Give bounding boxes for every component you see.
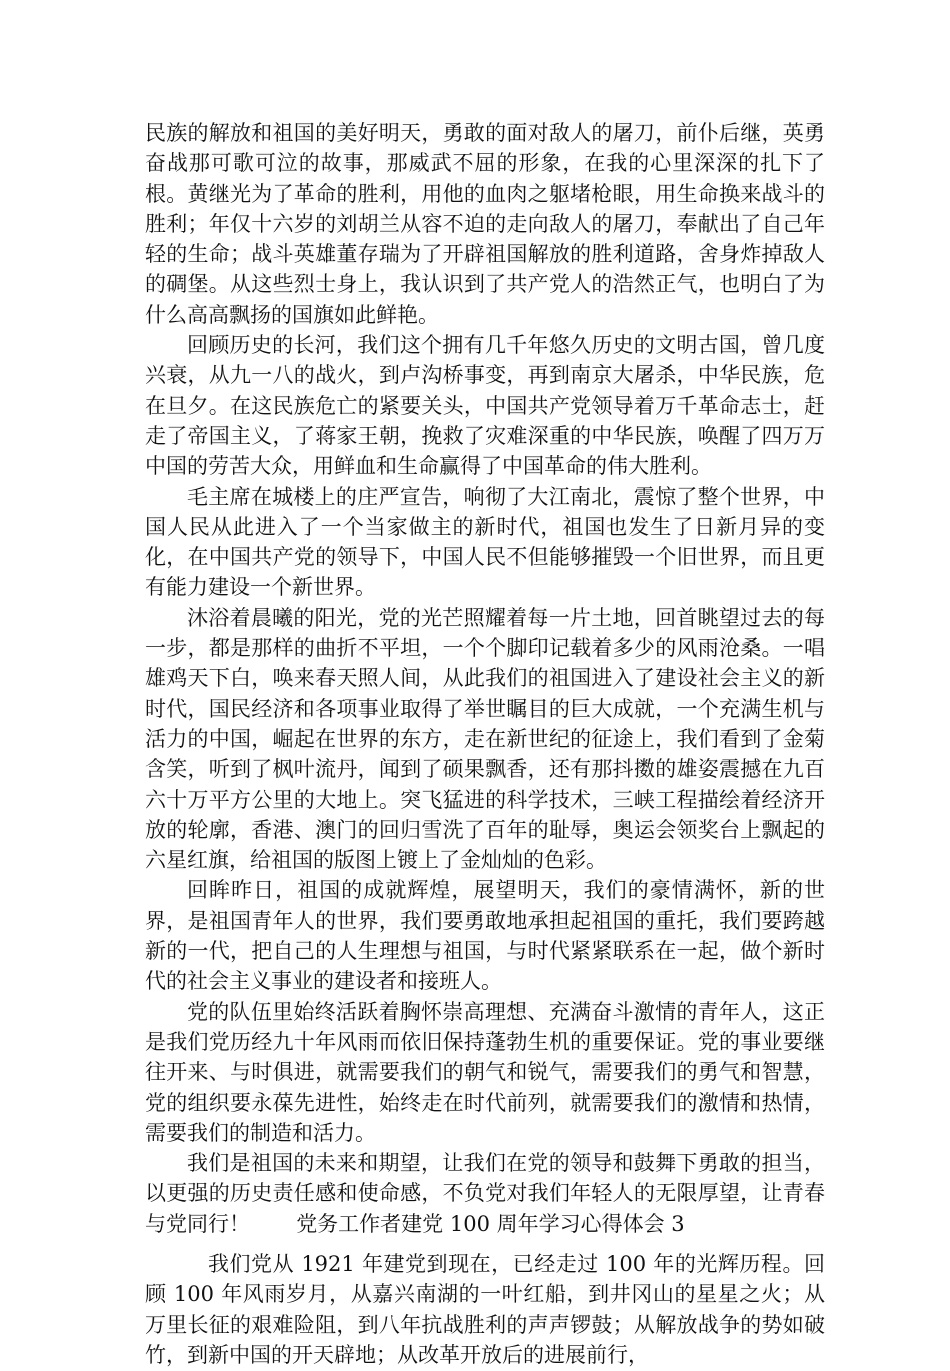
paragraph-5: 回眸昨日，祖国的成就辉煌，展望明天，我们的豪情满怀，新的世界，是祖国青年人的世界，我们要勇敢地承担起祖国的重托，我们要跨越新的一代，把自己的人生理想与祖国，与时代紧紧联系在一起，做个新时代的社会主义事业的建设者和接班人。 (145, 878, 825, 994)
paragraph-8: 我们党从 1921 年建党到现在，已经走过 100 年的光辉历程。回顾 100 年风雨岁月，从嘉兴南湖的一叶红船，到井冈山的星星之火；从万里长征的艰难险阻，到八年抗战胜利的声声锣鼓；从解放战争的势如破竹，到新中国的开天辟地；从改革开放后的进展前行， (145, 1251, 825, 1368)
document-body (145, 118, 825, 1371)
essay-3-text (145, 1249, 825, 1371)
paragraph-3: 毛主席在城楼上的庄严宣告，响彻了大江南北，震惊了整个世界，中国人民从此进入了一个当家做主的新时代，祖国也发生了日新月异的变化，在中国共产党的领导下，中国人民不但能够摧毁一个旧世界，而且更有能力建设一个新世界。 (145, 484, 825, 600)
paragraph-7-text: 我们是祖国的未来和期望，让我们在党的领导和鼓舞下勇敢的担当，以更强的历史责任感和使命感，不负党对我们年轻人的无限厚望，让青春与党同行！ (145, 1151, 825, 1236)
paragraph-7 (145, 1148, 825, 1239)
paragraph-2: 回顾历史的长河，我们这个拥有几千年悠久历史的文明古国，曾几度兴衰，从九一八的战火，到卢沟桥事变，再到南京大屠杀，中华民族，危在旦夕。在这民族危亡的紧要关头，中国共产党领导着万千革命志士，赶走了帝国主义，了蒋家王朝，挽救了灾难深重的中华民族，唤醒了四万万中国的劳苦大众，用鲜血和生命赢得了中国革命的伟大胜利。 (145, 333, 825, 479)
paragraph-1: 民族的解放和祖国的美好明天，勇敢的面对敌人的屠刀，前仆后继，英勇奋战那可歌可泣的故事，那威武不屈的形象，在我的心里深深的扎下了根。黄继光为了革命的胜利，用他的血肉之躯堵枪眼，用生命换来战斗的胜利；年仅十六岁的刘胡兰从容不迫的走向敌人的屠刀，奉献出了自己年轻的生命；战斗英雄董存瑞为了开辟祖国解放的胜利道路，舍身炸掉敌人的碉堡。从这些烈士身上，我认识到了共产党人的浩然正气，也明白了为什么高高飘扬的国旗如此鲜艳。 (145, 121, 825, 327)
section-heading: 党务工作者建党 100 周年学习心得体会 3 (296, 1211, 685, 1236)
paragraph-4: 沐浴着晨曦的阳光，党的光芒照耀着每一片土地，回首眺望过去的每一步，都是那样的曲折不平坦，一个个脚印记载着多少的风雨沧桑。一唱雄鸡天下白，唤来春天照人间，从此我们的祖国进入了建设社会主义的新时代，国民经济和各项事业取得了举世瞩目的巨大成就，一个充满生机与活力的中国，崛起在世界的东方，走在新世纪的征途上，我们看到了金菊含笑，听到了枫叶流丹，闻到了硕果飘香，还有那抖擞的雄姿震撼在九百六十万平方公里的大地上。突飞猛进的科学技术，三峡工程描绘着经济开放的轮廓，香港、澳门的回归雪洗了百年的耻辱，奥运会领奖台上飘起的六星红旗，给祖国的版图上镀上了金灿灿的色彩。 (145, 605, 825, 873)
essay-text (145, 118, 825, 1239)
paragraph-6: 党的队伍里始终活跃着胸怀崇高理想、充满奋斗激情的青年人，这正是我们党历经九十年风雨而依旧保持蓬勃生机的重要保证。党的事业要继往开来、与时俱进，就需要我们的朝气和锐气，需要我们的勇气和智慧，党的组织要永葆先进性，始终走在时代前列，就需要我们的激情和热情，需要我们的制造和活力。 (145, 999, 825, 1145)
